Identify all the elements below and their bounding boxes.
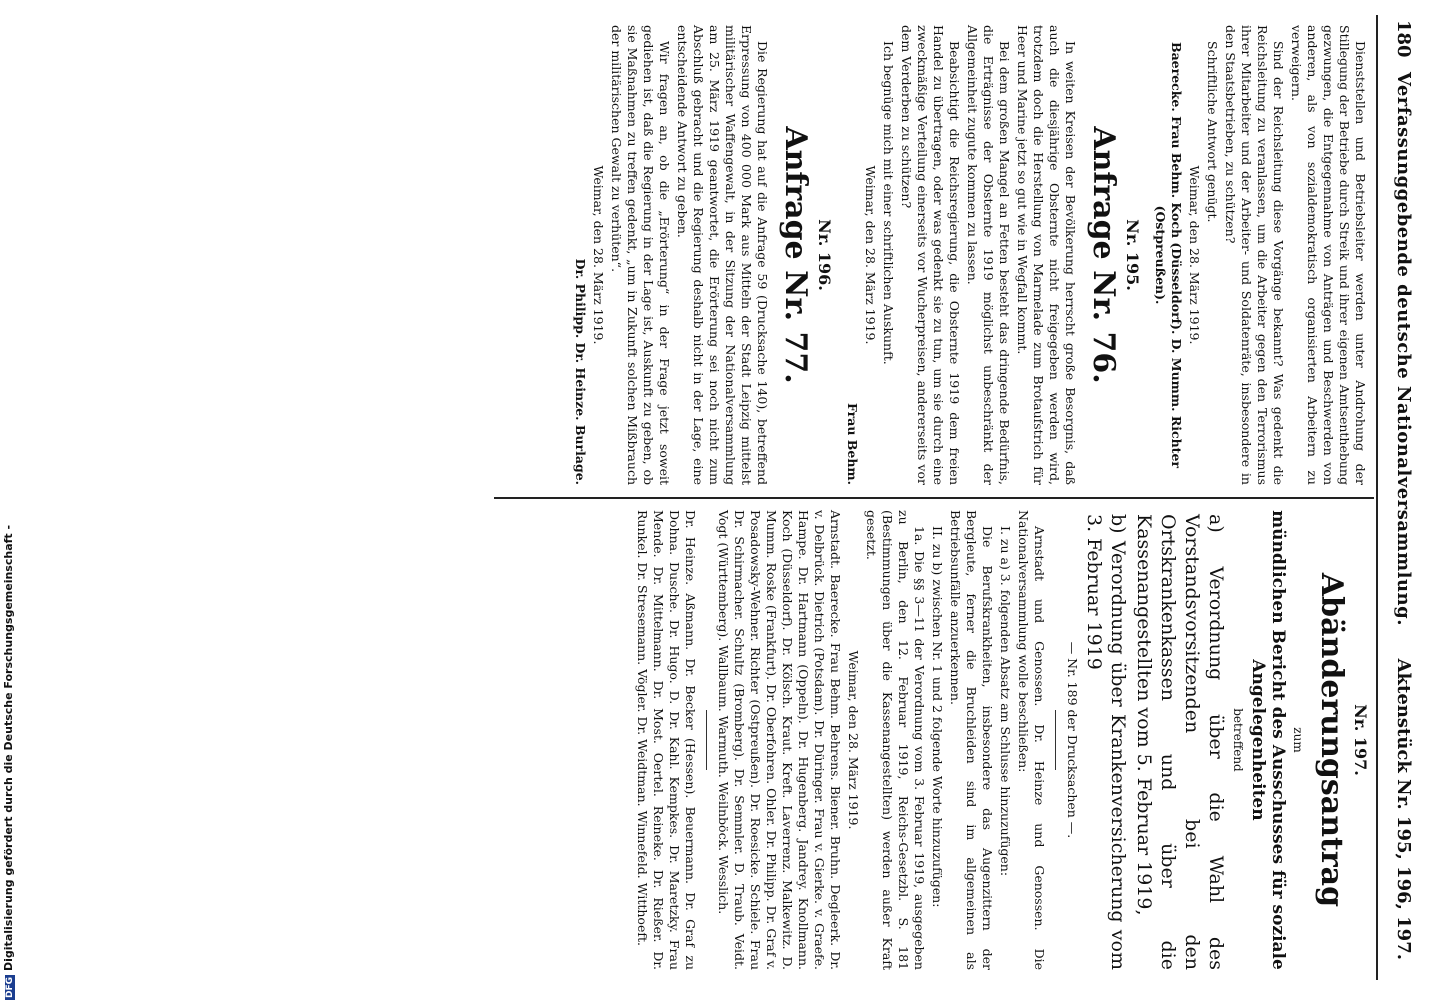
left-column [570, 25, 1368, 485]
paragraph: Schriftliche Antwort genügt. [1205, 41, 1220, 223]
antrag-II-text: 1a. Die §§ 3—11 der Verordnung vom 3. Februar 1919, ausgegeben zu Berlin, den 12. Februar 1919, Reichs-Gesetzbl. S. 181 (Bestimmungen über die Kassenangestellten) werden außer Kraft gesetzt. [864, 510, 927, 970]
item-number-196: Nr. 196. [815, 219, 834, 291]
header-aktenstuck: Aktenstück Nr. 195, 196, 197. [1393, 658, 1414, 960]
separator [706, 710, 707, 770]
signatures: Frau Behm. [845, 403, 860, 485]
date-line: Weimar, den 28. März 1919. [863, 165, 878, 345]
paragraph: Wir fragen an, ob die „Erörterung“ in der Frage jetzt soweit gediehen ist, daß die Regierung in der Lage ist, Auskunft zu geben, ob sie Maßnahmen zu treffen gedenkt, „um in Zukunft solchen Mißbrauch der militärischen Gewalt zu verhüten“. [609, 25, 672, 485]
anfrage-77-heading: Anfrage Nr. 77. [778, 126, 813, 384]
antrag-I-text: Die Berufskrankheiten, insbesondere das Augenzittern der Bergleute, ferner die Bruchleiden sind im allgemeinen als Betriebsunfälle anzuerkennen. [948, 510, 995, 970]
separator [1055, 710, 1056, 770]
item-number-197: Nr. 197. [1351, 704, 1370, 776]
right-column [632, 510, 1368, 970]
paragraph: Ich begnüge mich mit einer schriftlichen Auskunft. [881, 41, 896, 365]
antrag-II: II. zu b) zwischen Nr. 1 und 2 folgende Worte hinzuzufügen: [930, 526, 945, 908]
page-header [1384, 0, 1414, 1000]
antrag-intro: Arnstadt und Genossen. Dr. Heinze und Genossen. Die Nationalversammlung wolle beschließen: [1016, 510, 1047, 970]
betreffend-line: betreffend [1231, 708, 1245, 772]
date-line: Weimar, den 28. März 1919. [846, 650, 861, 830]
signers-block-2: Dr. Heinze. Aßmann. Dr. Becker (Hessen). Beuermann. Dr. Graf zu Dohna. Dusche. Dr. Hugo. D. Dr. Kahl. Kempkes. Dr. Maretzky. Frau Mende. Dr. Mittelmann. Dr. Most. Oertel. Reineke. Dr. Rießer. Dr. Runkel. Dr. Stresemann. Vögler. Dr. Weidtman. Winnefeld. Witthoeft. [635, 510, 698, 970]
header-title: Verfassunggebende deutsche Nationalversammlung. [1393, 72, 1414, 626]
item-a: a) Verordnung über die Wahl des Vorstandsvorsitzenden bei den Ortskrankenkassen und über die Kassenangestellten vom 5. Februar 1919, [1133, 514, 1227, 970]
item-b: b) Verordnung über Krankenversicherung vom 3. Februar 1919 [1083, 514, 1129, 970]
footer-text: Digitalisierung gefördert durch die Deutsche Forschungsgemeinschaft - [2, 524, 15, 971]
drucksachen-line: — Nr. 189 der Drucksachen —. [1065, 641, 1080, 839]
paragraph: Die Regierung hat auf die Anfrage 59 (Drucksache 140), betreffend Erpressung von 400 000 Mark aus Mitteln der Stadt Leipzig mittelst militärischer Waffengewalt, in der Sitzung der Nationalversammlung am 25. März 1919 geantwortet, die Erörterung sei noch nicht zum Abschluß gebracht und die Regierung deshalb nicht in der Lage, eine entscheidende Antwort zu geben. [675, 25, 770, 485]
abaenderungsantrag-heading: Abänderungsantrag [1314, 572, 1349, 908]
header-rule [1376, 15, 1378, 980]
paragraph: Sind der Reichsleitung diese Vorgänge bekannt? Was gedenkt die Reichsleitung zu veranlassen, um die Arbeiter gegen den Terrorismus ihrer Mitarbeiter und der Arbeiter- und Soldatenräte, insbesondere in den Staatsbetrieben, zu schützen? [1223, 25, 1286, 485]
bericht-line: mündlichen Bericht des Ausschusses für soziale Angelegenheiten [1248, 510, 1288, 970]
signers-block-1: Arnstadt. Baerecke. Frau Behm. Behrens. Biener. Bruhn. Degleerk. Dr. v. Delbrück. Dietrich (Potsdam). Dr. Düringer. Frau v. Gierke. v. Graefe. Hampe. Dr. Hartmann (Oppeln). Dr. Hugenberg. Jandrey. Knollmann. Koch (Düsseldorf). Dr. Kölsch. Kraut. Kreft. Laverrenz. Malkewitz. D. Mumm. Roske (Frankfurt). Dr. Oberfohren. Ohler. Dr. Philipp. Dr. Graf v. Posadowsky-Wehner. Richter (Ostpreußen). Dr. Roesicke. Schiele. Frau Dr. Schirmacher. Schultz (Bromberg). Dr. Semmler. D. Traub. Veidt. Vogt (Württemberg). Wallbaum. Warmuth. Weilnböck. Wesslich. [716, 510, 843, 970]
digitization-footer [0, 0, 22, 1000]
date-line: Weimar, den 28. März 1919. [1187, 165, 1202, 345]
paragraph: Bei dem großen Mangel an Fetten besteht das dringende Bedürfnis, die Erträgnisse der Obsternte 1919 möglichst unbeschränkt der Allgemeinheit zugute kommen zu lassen. [965, 25, 1012, 485]
zum-line: zum [1291, 727, 1305, 753]
signatures: Baerecke. Frau Behm. Koch (Düsseldorf). D. Mumm. Richter (Ostpreußen). [1153, 42, 1184, 468]
signatures: Dr. Philipp. Dr. Heinze. Burlage. [573, 258, 588, 485]
page-number: 180 [1393, 20, 1414, 58]
paragraph: In weiten Kreisen der Bevölkerung herrscht große Besorgnis, daß auch die diesjährige Obsternte nicht freigegeben werden wird, trotzdem doch die Herstellung von Marmelade zum Brotaufstrich für Heer und Marine jetzt so gut wie in Wegfall kommt. [1015, 25, 1078, 485]
item-number-195: Nr. 195. [1123, 219, 1142, 291]
anfrage-76-heading: Anfrage Nr. 76. [1086, 126, 1121, 384]
dfg-logo: DFG [5, 976, 15, 998]
column-divider [494, 497, 1374, 499]
antrag-I: I. zu a) 3. folgenden Absatz am Schlusse hinzuzufügen: [998, 526, 1013, 877]
footer-text-wrap [2, 525, 15, 1000]
paragraph: Dienststellen und Betriebsleiter werden unter Androhung der Stillegung der Betriebe durch Streik und ihrer eigenen Amtsenthebung gezwungen, die Entgegennahme von Anträgen und Beschwerden von anderen, als von sozialdemokratisch organisierten Arbeitern zu verweigern. [1289, 25, 1368, 485]
paragraph: Beabsichtigt die Reichsregierung, die Obsternte 1919 dem freien Handel zu übertragen, oder was gedenkt sie zu tun, um sie durch eine zweckmäßige Verteilung einerseits vor Wucherpreisen, andererseits vor dem Verderben zu schützen? [899, 25, 962, 485]
date-line: Weimar, den 28. März 1919. [591, 165, 606, 345]
